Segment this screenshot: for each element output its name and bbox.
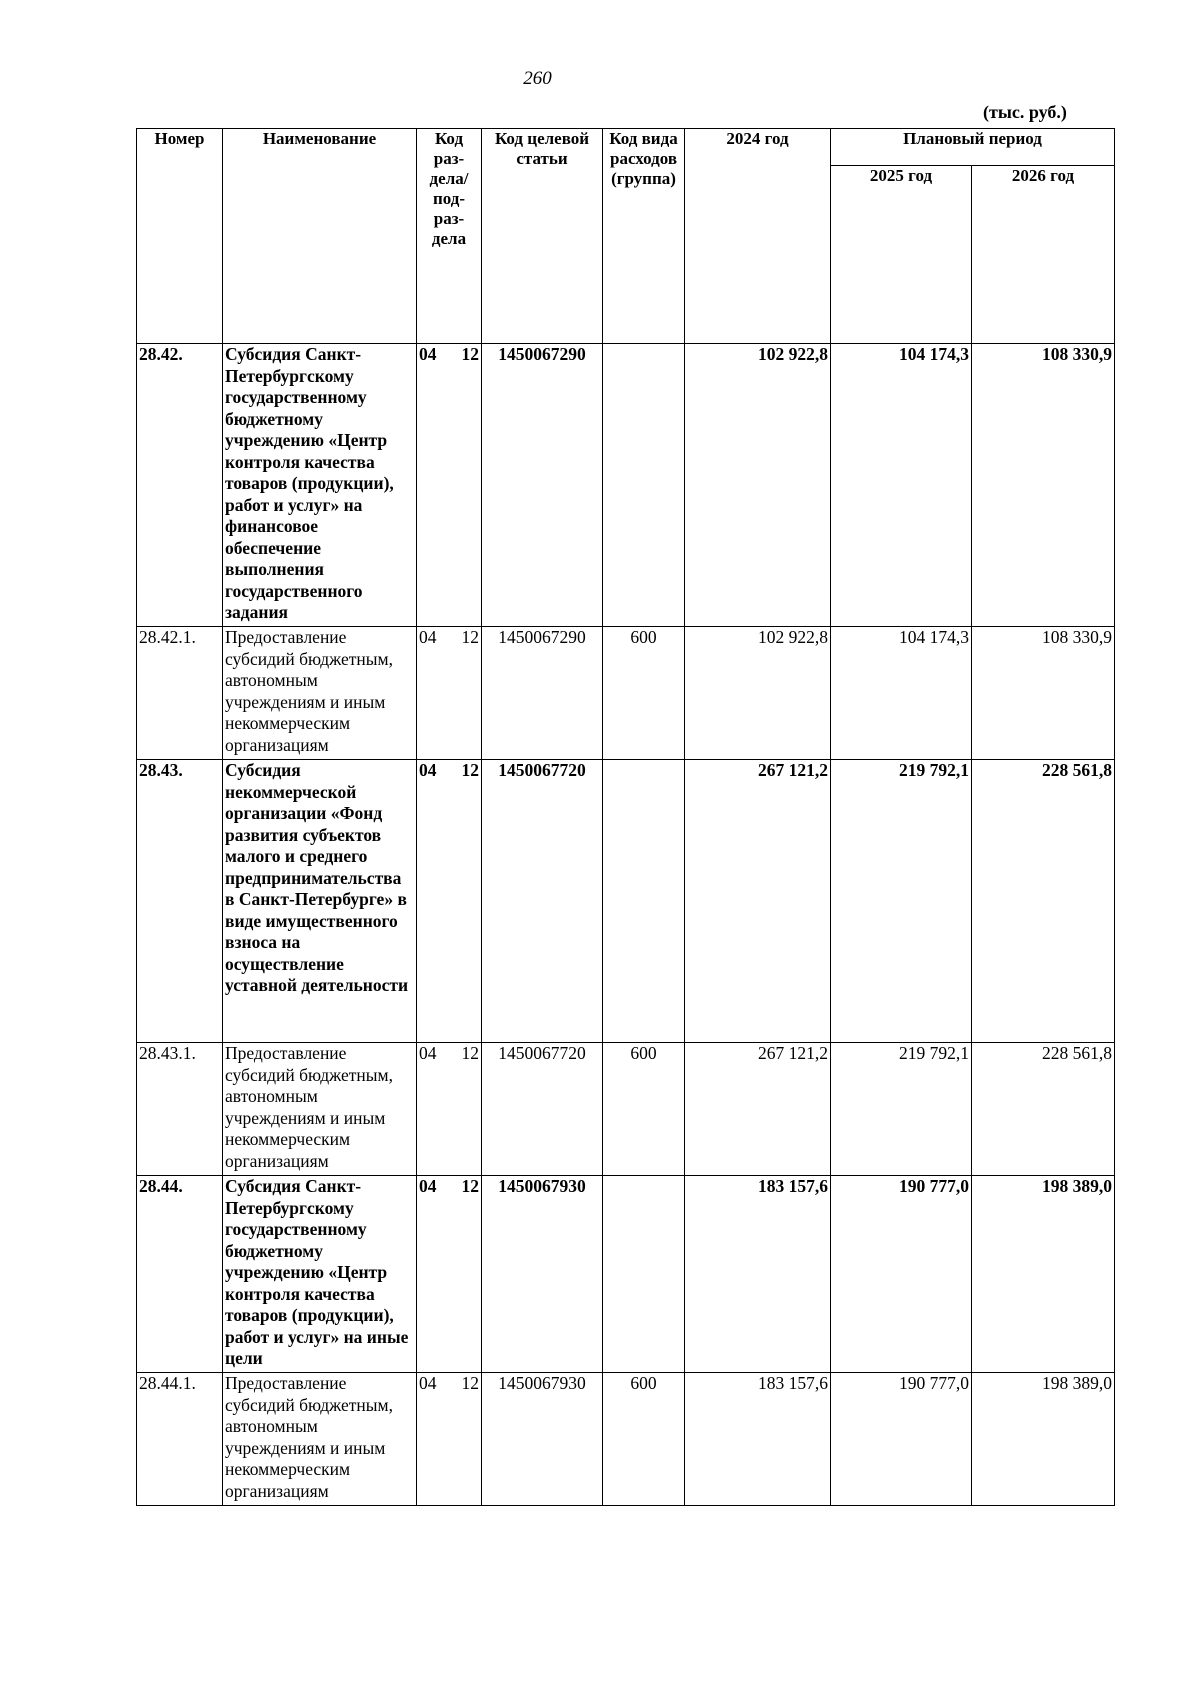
row-subsection-code: 12 xyxy=(461,1176,479,1196)
row-subsection-code: 12 xyxy=(461,1373,479,1393)
header-razdel-code: Код раз-дела/ под-раз-дела xyxy=(417,129,482,344)
row-target-code: 1450067290 xyxy=(482,344,603,627)
row-subsection-code: 12 xyxy=(461,1043,479,1063)
row-target-code: 1450067720 xyxy=(482,760,603,1043)
row-number: 28.43. xyxy=(137,760,223,1043)
row-value-2025: 190 777,0 xyxy=(831,1176,972,1373)
header-year-2026: 2026 год xyxy=(972,166,1115,344)
header-name: Наименование xyxy=(223,129,417,344)
row-value-2024: 102 922,8 xyxy=(685,344,831,627)
row-value-2026: 198 389,0 xyxy=(972,1176,1115,1373)
page-number: 260 xyxy=(523,68,552,89)
units-label: (тыс. руб.) xyxy=(983,102,1067,122)
row-value-2025: 190 777,0 xyxy=(831,1373,972,1506)
row-value-2026: 228 561,8 xyxy=(972,760,1115,1043)
row-name: Предоставление субсидий бюджетным, автономным учреждениям и иным некоммерческим организациям xyxy=(223,627,417,760)
row-razdel xyxy=(417,1043,482,1176)
header-number: Номер xyxy=(137,129,223,344)
row-value-2024: 267 121,2 xyxy=(685,1043,831,1176)
row-target-code: 1450067290 xyxy=(482,627,603,760)
row-section-code: 04 xyxy=(419,760,437,780)
row-subsection-code: 12 xyxy=(461,760,479,780)
row-number: 28.43.1. xyxy=(137,1043,223,1176)
header-planned-period: Плановый период xyxy=(831,129,1115,166)
row-section-code: 04 xyxy=(419,344,437,364)
row-name: Предоставление субсидий бюджетным, автономным учреждениям и иным некоммерческим организациям xyxy=(223,1043,417,1176)
row-value-2025: 219 792,1 xyxy=(831,760,972,1043)
row-value-2025: 104 174,3 xyxy=(831,344,972,627)
row-subsection-code: 12 xyxy=(461,627,479,647)
row-value-2024: 183 157,6 xyxy=(685,1373,831,1506)
table-row xyxy=(137,1043,1115,1176)
row-value-2024: 102 922,8 xyxy=(685,627,831,760)
budget-table xyxy=(136,128,1115,1506)
row-expense-kind: 600 xyxy=(603,627,685,760)
row-razdel xyxy=(417,760,482,1043)
row-name: Субсидия Санкт-Петербургскому государственному бюджетному учреждению «Центр контроля качества товаров (продукции), работ и услуг» на финансовое обеспечение выполнения государственного задания xyxy=(223,344,417,627)
row-value-2026: 228 561,8 xyxy=(972,1043,1115,1176)
header-target-code: Код целевой статьи xyxy=(482,129,603,344)
row-section-code: 04 xyxy=(419,1373,437,1393)
row-expense-kind xyxy=(603,344,685,627)
row-value-2024: 183 157,6 xyxy=(685,1176,831,1373)
table-row xyxy=(137,627,1115,760)
row-razdel xyxy=(417,344,482,627)
row-value-2025: 104 174,3 xyxy=(831,627,972,760)
row-number: 28.42. xyxy=(137,344,223,627)
row-target-code: 1450067930 xyxy=(482,1176,603,1373)
row-value-2026: 108 330,9 xyxy=(972,627,1115,760)
row-section-code: 04 xyxy=(419,1043,437,1063)
row-value-2026: 108 330,9 xyxy=(972,344,1115,627)
header-year-2024: 2024 год xyxy=(685,129,831,344)
table-row xyxy=(137,1373,1115,1506)
row-number: 28.42.1. xyxy=(137,627,223,760)
row-expense-kind: 600 xyxy=(603,1373,685,1506)
row-value-2024: 267 121,2 xyxy=(685,760,831,1043)
row-target-code: 1450067720 xyxy=(482,1043,603,1176)
table-row xyxy=(137,760,1115,1043)
table-row xyxy=(137,1176,1115,1373)
row-expense-kind xyxy=(603,760,685,1043)
header-expense-kind: Код вида расходов (группа) xyxy=(603,129,685,344)
row-expense-kind: 600 xyxy=(603,1043,685,1176)
header-year-2025: 2025 год xyxy=(831,166,972,344)
row-expense-kind xyxy=(603,1176,685,1373)
row-name: Предоставление субсидий бюджетным, автономным учреждениям и иным некоммерческим организациям xyxy=(223,1373,417,1506)
row-section-code: 04 xyxy=(419,1176,437,1196)
row-razdel xyxy=(417,627,482,760)
row-razdel xyxy=(417,1176,482,1373)
row-razdel xyxy=(417,1373,482,1506)
row-number: 28.44. xyxy=(137,1176,223,1373)
row-section-code: 04 xyxy=(419,627,437,647)
row-number: 28.44.1. xyxy=(137,1373,223,1506)
row-target-code: 1450067930 xyxy=(482,1373,603,1506)
table-row xyxy=(137,344,1115,627)
row-value-2025: 219 792,1 xyxy=(831,1043,972,1176)
row-name: Субсидия Санкт-Петербургскому государственному бюджетному учреждению «Центр контроля качества товаров (продукции), работ и услуг» на иные цели xyxy=(223,1176,417,1373)
row-subsection-code: 12 xyxy=(461,344,479,364)
row-value-2026: 198 389,0 xyxy=(972,1373,1115,1506)
row-name: Субсидия некоммерческой организации «Фонд развития субъектов малого и среднего предпринимательства в Санкт-Петербурге» в виде имущественного взноса на осуществление уставной деятельности xyxy=(223,760,417,1043)
